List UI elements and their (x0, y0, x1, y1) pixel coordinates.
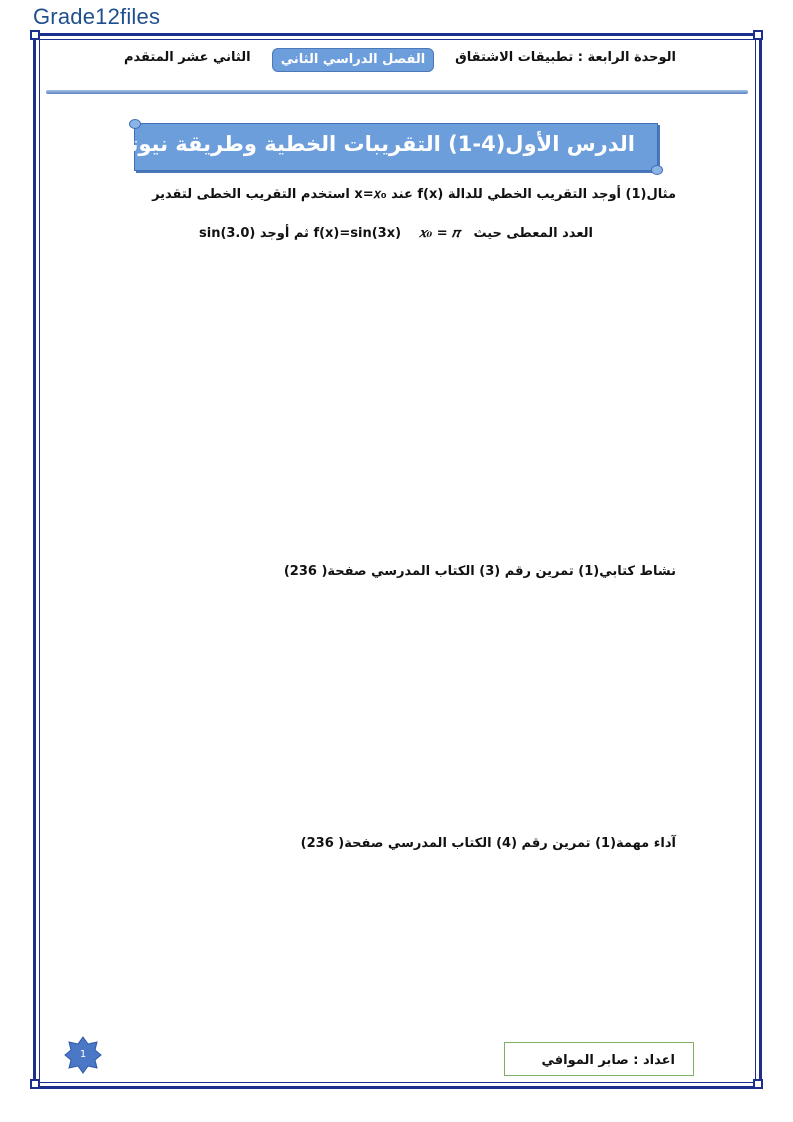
corner-ornament (30, 30, 40, 40)
lesson-banner (111, 123, 658, 171)
header-divider (46, 90, 748, 94)
example-line-2-math: 𝑥₀ = 𝜋 (419, 226, 460, 241)
example-line-2 (199, 226, 593, 241)
corner-ornament (753, 30, 763, 40)
example-line-2-rest: f(x)=sin(3x) ثم أوجد sin(3.0) (199, 226, 402, 241)
watermark-text: Grade12files (33, 4, 161, 29)
lesson-title: الدرس الأول(4-1) التقريبات الخطية وطريقة نيوتن (111, 132, 635, 156)
author-credit: اعداد : صابر الموافي (541, 1053, 675, 1068)
unit-title: الوحدة الرابعة : تطبيقات الاشتقاق (455, 50, 676, 65)
performance-task: آداء مهمة(1) تمرين رقم (4) الكتاب المدرسي صفحة( 236) (300, 836, 676, 851)
example-line-2-text: العدد المعطى حيث (473, 226, 593, 241)
author-box (504, 1042, 694, 1076)
example-line-1: مثال(1) أوجد التقريب الخطي للدالة f(x) عند x=𝑥₀ استخدم التقريب الخطى لتقدير (152, 187, 676, 202)
scroll-curl-decoration (651, 165, 663, 175)
corner-ornament (753, 1079, 763, 1089)
header (60, 46, 700, 74)
page-number: 1 (79, 1049, 87, 1060)
grade-label: الثاني عشر المتقدم (124, 50, 251, 65)
corner-ornament (30, 1079, 40, 1089)
writing-activity: نشاط كتابي(1) تمرين رقم (3) الكتاب المدرسي صفحة( 236) (283, 564, 676, 579)
semester-badge: الفصل الدراسي الثاني (272, 48, 434, 72)
scroll-curl-decoration (129, 119, 141, 129)
page-number-badge (64, 1036, 102, 1074)
